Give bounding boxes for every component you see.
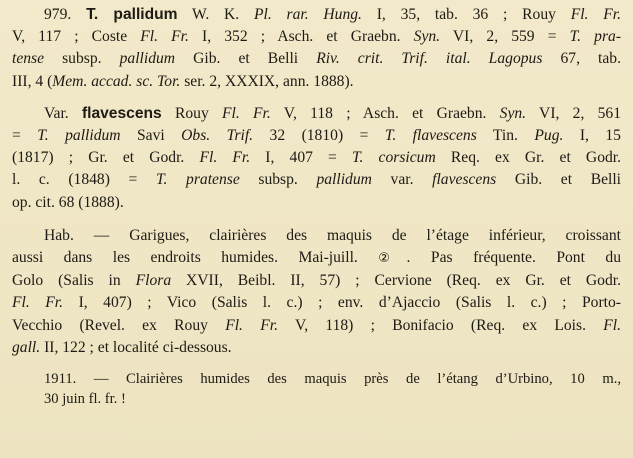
citation-title: Mem. accad. sc. Tor. — [52, 72, 181, 90]
variety-line-1 — [12, 103, 621, 125]
text-run: I, 407 = — [250, 149, 352, 167]
text-run: ser. 2, XXXIX, ann. 1888). — [180, 72, 354, 90]
habitat-line-2 — [12, 247, 621, 270]
text-run: var. — [371, 171, 433, 189]
variety-line-4 — [12, 169, 621, 191]
taxon-name: pallidum — [119, 50, 176, 68]
citation-title: Pl. rar. Hung. — [253, 6, 362, 23]
text-run: 30 juin fl. fr. ! — [44, 391, 126, 408]
text-run: Gib. et Belli — [496, 171, 622, 189]
text-run: . Pas fréquente. Pont du — [406, 249, 621, 267]
habitat-line-5 — [12, 315, 621, 337]
text-run: Golo (Salis in — [12, 272, 136, 290]
habitat-line-4 — [12, 292, 621, 314]
text-run: Var. — [44, 104, 82, 122]
text-run: II, 122 ; et localité ci-dessous. — [40, 338, 232, 356]
habitat-paragraph — [12, 225, 621, 359]
taxon-name: T. pratense — [155, 171, 240, 189]
text-run: Gib. et Belli — [175, 50, 317, 68]
text-run: Tin. — [476, 127, 535, 145]
text-run: XVII, Beibl. II, 57) ; Cervione (Req. ex Gr. et Godr. — [171, 272, 621, 290]
text-run: I, 15 — [563, 127, 621, 145]
collection-record-paragraph — [12, 369, 621, 409]
text-run: VI, 2, 559 = — [440, 28, 570, 46]
text-run: Rouy — [161, 104, 222, 122]
taxon-name: flavescens — [432, 171, 497, 189]
variety-paragraph — [12, 103, 621, 214]
citation-title: Fl. Fr. — [225, 316, 278, 334]
collection-line-2 — [12, 389, 621, 409]
entry-line-2 — [12, 26, 621, 48]
variety-line-2 — [12, 125, 621, 147]
text-run: Req. ex Gr. et Godr. — [435, 149, 622, 167]
text-run: subsp. — [239, 171, 317, 189]
variety-line-3 — [12, 147, 621, 169]
text-run: Vecchio (Revel. ex Rouy — [12, 316, 226, 334]
variety-name: flavescens — [81, 104, 162, 122]
text-run: 32 (1810) = — [253, 127, 385, 145]
text-run: V, 118 ; Asch. et Graebn. — [270, 104, 500, 122]
taxon-name: T. corsicum — [352, 149, 436, 167]
taxon-name: tense — [12, 50, 45, 68]
entry-line-3 — [12, 48, 621, 70]
habitat-line-3 — [12, 270, 621, 292]
text-run: subsp. — [44, 50, 120, 68]
citation-title: Flora — [135, 272, 172, 290]
biennial-symbol-icon: ② — [378, 251, 407, 267]
text-run: op. cit. 68 (1888). — [12, 193, 124, 211]
entry-line-4 — [12, 71, 621, 93]
text-run: 67, tab. — [542, 50, 621, 68]
citation-title: Fl. Fr. — [140, 28, 189, 46]
entry-line-1 — [12, 4, 621, 26]
citation-title: Fl. Fr. — [12, 294, 64, 312]
citation-title: Fl. — [603, 316, 622, 334]
text-run: III, 4 ( — [12, 72, 53, 90]
text-run: (1817) ; Gr. et Godr. — [12, 149, 200, 167]
citation-title: Syn. — [499, 104, 527, 122]
entry-number: 979. — [44, 6, 87, 23]
text-run: l. c. (1848) = — [12, 171, 156, 189]
species-name: T. pallidum — [86, 6, 178, 23]
text-run: aussi dans les endroits humides. Mai-juill. — [12, 249, 379, 267]
text-run: Hab. — Garigues, clairières des maquis de l’étage inférieur, croissant — [44, 226, 621, 244]
text-run: I, 352 ; Asch. et Graebn. — [188, 28, 414, 46]
taxon-name: T. pra- — [569, 28, 622, 46]
species-entry-paragraph — [12, 4, 621, 93]
citation-title: Obs. Trif. — [181, 127, 254, 145]
collection-line-1 — [12, 369, 621, 389]
habitat-line-6 — [12, 337, 621, 359]
text-run: Savi — [120, 127, 182, 145]
citation-title: Fl. Fr. — [222, 104, 271, 122]
text-run: = — [12, 127, 38, 145]
text-run: V, 117 ; Coste — [12, 28, 141, 46]
variety-line-5 — [12, 192, 621, 214]
text-run: W. K. — [177, 6, 254, 23]
citation-title: Pug. — [534, 127, 564, 145]
citation-title: Fl. Fr. — [570, 6, 622, 23]
text-run: 1911. — Clairières humides des maquis près de l’étang d’Urbino, 10 m., — [44, 371, 621, 388]
habitat-line-1 — [12, 225, 621, 247]
text-run: V, 118) ; Bonifacio (Req. ex Lois. — [277, 316, 604, 334]
text-run: I, 407) ; Vico (Salis l. c.) ; env. d’Ajaccio (Salis l. c.) ; Porto- — [63, 294, 621, 312]
citation-title: Fl. Fr. — [199, 149, 251, 167]
text-run: I, 35, tab. 36 ; Rouy — [361, 6, 571, 23]
citation-title: Riv. crit. Trif. ital. Lagopus — [316, 50, 543, 68]
citation-title: gall. — [12, 338, 41, 356]
taxon-name: T. flavescens — [384, 127, 477, 145]
taxon-name: pallidum — [316, 171, 372, 189]
citation-title: Syn. — [413, 28, 441, 46]
text-run: VI, 2, 561 — [526, 104, 621, 122]
taxon-name: T. pallidum — [37, 127, 121, 145]
